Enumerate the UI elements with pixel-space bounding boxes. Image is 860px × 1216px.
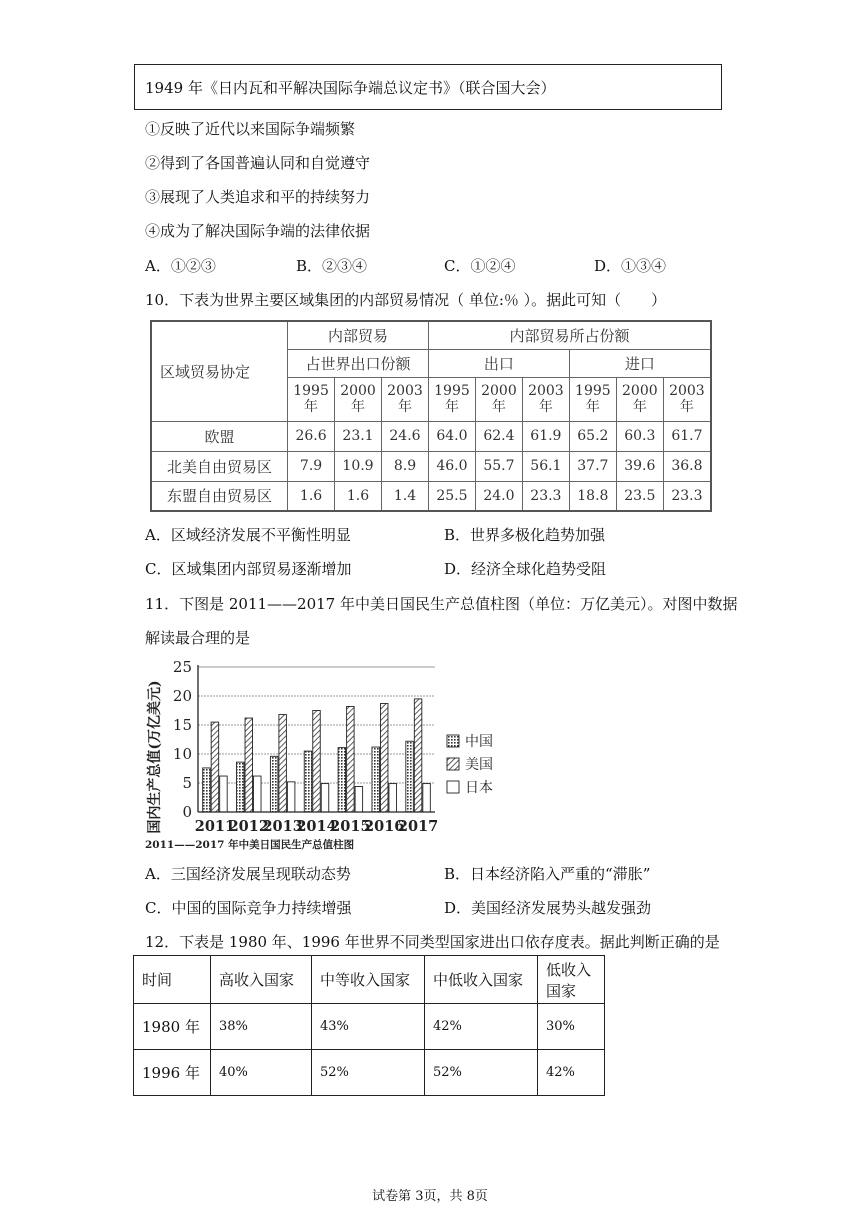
page-footer: 试卷第 3页，共 8页 [372,1189,488,1204]
table-cell: 62.4 [475,421,522,451]
y-tick-label: 0 [182,803,192,821]
table-cell: 23.1 [335,421,382,451]
table-cell: 1980 年 [134,1004,211,1050]
q9-statement-3: ③展现了人类追求和平的持续努力 [145,188,371,206]
table-cell: 10.9 [335,451,382,481]
table-cell: 23.3 [663,481,711,511]
q9-option-b: B．②③④ [296,257,368,275]
table-cell: 23.3 [522,481,569,511]
gdp-bar-chart [140,655,510,855]
table-row [134,1050,605,1096]
table-cell: 8.9 [382,451,429,481]
x-tick-label: 2012 [228,818,269,835]
legend-swatch [447,781,459,793]
bar-美国-2014 [313,711,321,813]
header-internal-share: 内部贸易所占份额 [428,321,711,349]
y-tick-label: 5 [182,774,192,792]
q12-stem: 12．下表是 1980 年、1996 年世界不同类型国家进出口依存度表。据此判断正确的是 [145,933,720,951]
table-cell: 1996 年 [134,1050,211,1096]
year-header: 2000 年 [616,377,663,421]
year-header: 2003 年 [663,377,711,421]
row-label: 东盟自由贸易区 [151,481,288,511]
table-cell: 36.8 [663,451,711,481]
quote-box [134,64,722,110]
table-cell: 52% [425,1050,538,1096]
table-cell: 26.6 [288,421,335,451]
table-cell: 24.0 [475,481,522,511]
table-corner-header: 区域贸易协定 [151,321,288,421]
table-row [134,1004,605,1050]
x-tick-label: 2013 [262,818,303,835]
bar-中国-2017 [406,741,414,812]
q11-option-a: A．三国经济发展呈现联动态势 [145,865,351,883]
q10-stem: 10．下表为世界主要区域集团的内部贸易情况（ 单位:％ ）。据此可知（ ） [145,291,667,309]
y-axis-label: 国内生产总值(万亿美元) [147,680,163,834]
year-header: 2003 年 [382,377,429,421]
table-cell: 24.6 [382,421,429,451]
y-tick-label: 20 [172,687,192,705]
bar-日本-2014 [321,784,329,812]
quote-text: 1949 年《日内瓦和平解决国际争端总议定书》（联合国大会） [145,79,556,97]
q11-stem-line2: 解读最合理的是 [145,629,251,647]
q9-statement-2: ②得到了各国普遍认同和自觉遵守 [145,154,371,172]
bar-美国-2016 [380,704,388,812]
table-row [151,451,711,481]
row-label: 欧盟 [151,421,288,451]
bar-美国-2013 [279,715,287,812]
bar-中国-2013 [270,756,278,812]
header-cell: 中低收入国家 [425,956,538,1004]
table-cell: 61.9 [522,421,569,451]
q11-stem-line1: 11．下图是 2011——2017 年中美日国民生产总值柱图（单位：万亿美元）。对图中数据 [145,595,738,613]
table-cell: 39.6 [616,451,663,481]
table-cell: 61.7 [663,421,711,451]
q11-option-c: C．中国的国际竞争力持续增强 [145,899,352,917]
table-cell: 23.5 [616,481,663,511]
header-export: 出口 [428,349,569,377]
bar-日本-2011 [220,776,228,812]
bar-美国-2017 [414,699,422,812]
legend-label: 日本 [465,780,493,796]
table-cell: 1.4 [382,481,429,511]
table-cell: 52% [312,1050,425,1096]
table-cell: 1.6 [288,481,335,511]
table-row [151,481,711,511]
table-cell: 7.9 [288,451,335,481]
year-header: 2000 年 [335,377,382,421]
header-cell: 中等收入国家 [312,956,425,1004]
bar-美国-2015 [347,706,355,812]
q12-dependency-table [133,955,605,1096]
table-cell: 60.3 [616,421,663,451]
x-tick-label: 2014 [296,818,337,835]
q9-statement-1: ①反映了近代以来国际争端频繁 [145,120,356,138]
year-header: 2003 年 [522,377,569,421]
table-cell: 38% [211,1004,312,1050]
q10-option-a: A．区域经济发展不平衡性明显 [145,526,351,544]
chart-title: 2011——2017 年中美日国民生产总值柱图 [145,839,355,851]
x-tick-label: 2017 [397,818,439,835]
bar-中国-2016 [372,747,380,812]
y-tick-label: 25 [172,658,192,676]
table-cell: 56.1 [522,451,569,481]
bar-中国-2011 [203,768,211,812]
legend-label: 美国 [465,757,493,773]
bar-中国-2014 [304,751,312,812]
table-cell: 1.6 [335,481,382,511]
legend-swatch [447,735,459,747]
header-cell: 高收入国家 [211,956,312,1004]
header-internal-trade: 内部贸易 [288,321,429,349]
table-row [151,421,711,451]
legend-label: 中国 [465,734,493,750]
table-cell: 64.0 [428,421,475,451]
table-cell: 37.7 [569,451,616,481]
x-tick-label: 2015 [330,818,371,835]
y-tick-label: 10 [172,745,192,763]
q11-option-d: D．美国经济发展势头越发强劲 [444,899,652,917]
q10-option-c: C．区域集团内部贸易逐渐增加 [145,560,352,578]
year-header: 2000 年 [475,377,522,421]
q9-statement-4: ④成为了解决国际争端的法律依据 [145,222,371,240]
bar-美国-2012 [245,718,253,812]
q10-option-b: B．世界多极化趋势加强 [444,526,606,544]
bar-日本-2016 [389,784,397,812]
header-world-export-share: 占世界出口份额 [288,349,429,377]
table-cell: 30% [538,1004,605,1050]
x-tick-label: 2016 [364,818,405,835]
table-cell: 42% [538,1050,605,1096]
table-header-row [134,956,605,1004]
bar-中国-2015 [338,748,346,812]
q10-option-d: D．经济全球化趋势受阻 [444,560,607,578]
legend-swatch [447,758,459,770]
q11-option-b: B．日本经济陷入严重的“滞胀” [444,865,651,883]
bar-日本-2012 [254,776,262,812]
table-cell: 43% [312,1004,425,1050]
table-cell: 40% [211,1050,312,1096]
header-import: 进口 [569,349,711,377]
bar-日本-2017 [423,784,431,812]
q9-option-d: D．①③④ [594,257,667,275]
table-cell: 55.7 [475,451,522,481]
header-cell: 低收入国家 [538,956,605,1004]
table-cell: 18.8 [569,481,616,511]
header-cell: 时间 [134,956,211,1004]
year-header: 1995 年 [569,377,616,421]
bar-中国-2012 [237,762,245,812]
year-header: 1995 年 [428,377,475,421]
bar-美国-2011 [211,722,219,812]
table-cell: 65.2 [569,421,616,451]
bar-日本-2013 [287,782,295,812]
q10-trade-table [150,320,712,512]
table-cell: 46.0 [428,451,475,481]
y-tick-label: 15 [172,716,192,734]
bar-日本-2015 [355,786,363,812]
year-header: 1995 年 [288,377,335,421]
q9-option-c: C．①②④ [444,257,516,275]
x-tick-label: 2011 [194,818,236,835]
table-cell: 42% [425,1004,538,1050]
q9-option-a: A．①②③ [145,257,216,275]
table-cell: 25.5 [428,481,475,511]
row-label: 北美自由贸易区 [151,451,288,481]
